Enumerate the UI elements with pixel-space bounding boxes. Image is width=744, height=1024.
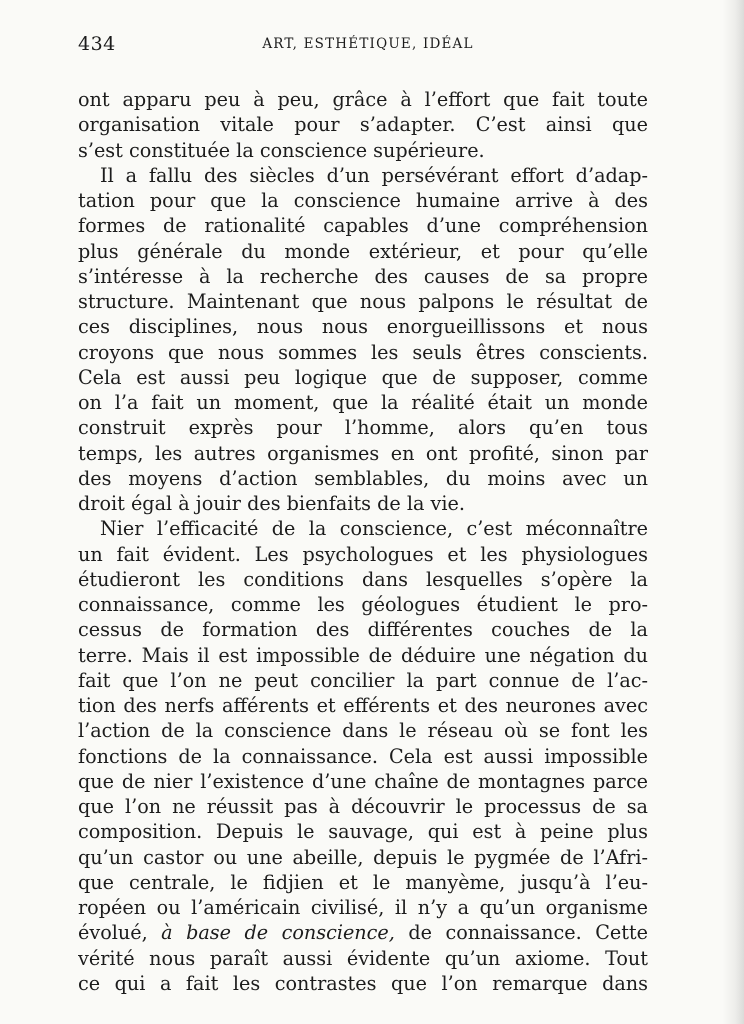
text-line: s’intéresse à la recherche des causes de sa propre — [78, 264, 648, 288]
text-line: Cela est aussi peu logique que de supposer, comme — [78, 365, 648, 389]
text-line: qu’un castor ou une abeille, depuis le pygmée de l’Afri- — [78, 845, 648, 869]
text-line: ont apparu peu à peu, grâce à l’effort que fait toute — [78, 88, 648, 111]
text-line: ce qui a fait les contrastes que l’on remarque dans — [78, 971, 648, 995]
text-line: connaissance, comme les géologues étudient le pro- — [78, 593, 648, 616]
text-line-with-emphasis — [78, 920, 648, 945]
text-line: l’action de la conscience dans le réseau où se font les — [78, 719, 648, 743]
text-line: temps, les autres organismes en ont profité, sinon par — [78, 441, 648, 465]
text-line: des moyens d’action semblables, du moins avec un — [78, 466, 648, 490]
text-line: vérité nous paraît aussi évidente qu’un axiome. Tout — [78, 946, 648, 970]
text-line: un fait évident. Les psychologues et les physiologues — [78, 542, 648, 566]
text-line: structure. Maintenant que nous palpons le résultat de — [78, 290, 648, 313]
scan-edge-shadow — [722, 0, 744, 1024]
text-line: construit exprès pour l’homme, alors qu’en tous — [78, 416, 648, 440]
text-line: que de nier l’existence d’une chaîne de montagnes parce — [78, 769, 648, 793]
emphasized-phrase: à base de conscience, — [161, 921, 395, 945]
text-line: droit égal à jouir des bienfaits de la vie. — [78, 492, 465, 515]
text-line: terre. Mais il est impossible de déduire une négation du — [78, 643, 648, 667]
page-number: 434 — [78, 33, 116, 55]
text-line: ces disciplines, nous nous enorgueillissons et nous — [78, 315, 648, 339]
text-line: que l’on ne réussit pas à découvrir le processus de sa — [78, 795, 648, 818]
text-line: tation pour que la conscience humaine arrive à des — [78, 189, 648, 212]
text-line: s’est constituée la conscience supérieure. — [78, 138, 485, 162]
text-line: ropéen ou l’américain civilisé, il n’y a qu’un organisme — [78, 896, 648, 919]
text-line: fait que l’on ne peut concilier la part connue de l’ac- — [78, 668, 648, 692]
body-text — [78, 87, 648, 996]
text-line: on l’a fait un moment, que la réalité était un monde — [78, 391, 648, 414]
running-head: ART, ESTHÉTIQUE, IDÉAL — [262, 36, 474, 52]
page-header — [78, 33, 648, 57]
paragraph-start-line: Nier l’efficacité de la conscience, c’est méconnaître — [100, 517, 648, 541]
text-line: cessus de formation des différentes couches de la — [78, 618, 648, 642]
text-line: étudieront les conditions dans lesquelles s’opère la — [78, 567, 648, 591]
paragraph-start-line: Il a fallu des siècles d’un persévérant effort d’adap- — [100, 163, 648, 187]
text-line: organisation vitale pour s’adapter. C’est ainsi que — [78, 113, 648, 137]
text-line: composition. Depuis le sauvage, qui est à peine plus — [78, 820, 648, 844]
text-line: fonctions de la connaissance. Cela est aussi impossible — [78, 744, 648, 768]
text-line: plus générale du monde extérieur, et pour qu’elle — [78, 239, 648, 263]
text-line: que centrale, le fidjien et le manyème, jusqu’à l’eu- — [78, 870, 648, 894]
text-segment: évolué, — [78, 921, 162, 945]
text-line: croyons que nous sommes les seuls êtres conscients. — [78, 340, 648, 364]
text-line: formes de rationalité capables d’une compréhension — [78, 214, 648, 238]
text-segment: de connaissance. Cette — [394, 921, 648, 945]
text-line: tion des nerfs afférents et efférents et des neurones avec — [78, 694, 648, 717]
